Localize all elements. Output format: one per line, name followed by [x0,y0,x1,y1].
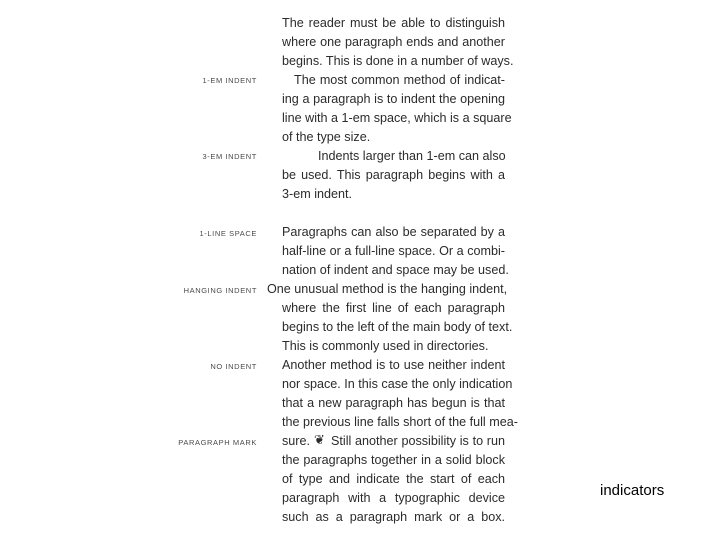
text-line: The most common method of indicat- [294,73,505,87]
text-line: nor space. In this case the only indication [282,377,513,391]
label-paragraph-mark: PARAGRAPH MARK [178,438,257,447]
text-line: begins to the left of the main body of text. [282,320,513,334]
text-line: Paragraphs can also be separated by a [282,225,505,239]
text-line: Another method is to use neither indent [282,358,505,372]
text-line: such as a paragraph mark or a box. [282,510,505,524]
label-no-indent: NO INDENT [210,362,257,371]
paragraph-mark-icon: ❦ [314,433,325,448]
text-line: nation of indent and space may be used. [282,263,509,277]
label-1-em-indent: 1-EM INDENT [202,76,257,85]
text-line: Still another possibility is to run [331,434,505,448]
label-1-line-space: 1-LINE SPACE [199,229,257,238]
label-3-em-indent: 3-EM INDENT [202,152,257,161]
text-line: of type and indicate the start of each [282,472,505,486]
text-line: line with a 1-em space, which is a square [282,111,512,125]
text-line: half-line or a full-line space. Or a combi- [282,244,505,258]
text-line: The reader must be able to distinguish [282,16,505,30]
text-line: where one paragraph ends and another [282,35,505,49]
text-line: of the type size. [282,130,371,144]
text-line: This is commonly used in directories. [282,339,489,353]
text-line: the paragraphs together in a solid block [282,453,505,467]
text-line: paragraph with a typographic device [282,491,505,505]
text-line: sure. [282,434,310,448]
text-line: be used. This paragraph begins with a [282,168,505,182]
text-line: where the first line of each paragraph [282,301,505,315]
text-line: the previous line falls short of the full mea- [282,415,518,429]
text-line: that a new paragraph has begun is that [282,396,505,410]
text-line: One unusual method is the hanging indent, [267,282,508,296]
text-line: begins. This is done in a number of ways. [282,54,514,68]
label-hanging-indent: HANGING INDENT [183,286,257,295]
text-line: ing a paragraph is to indent the opening [282,92,505,106]
text-line: Indents larger than 1-em can also [318,149,506,163]
text-line: 3-em indent. [282,187,353,201]
slide-caption: indicators [600,482,665,499]
